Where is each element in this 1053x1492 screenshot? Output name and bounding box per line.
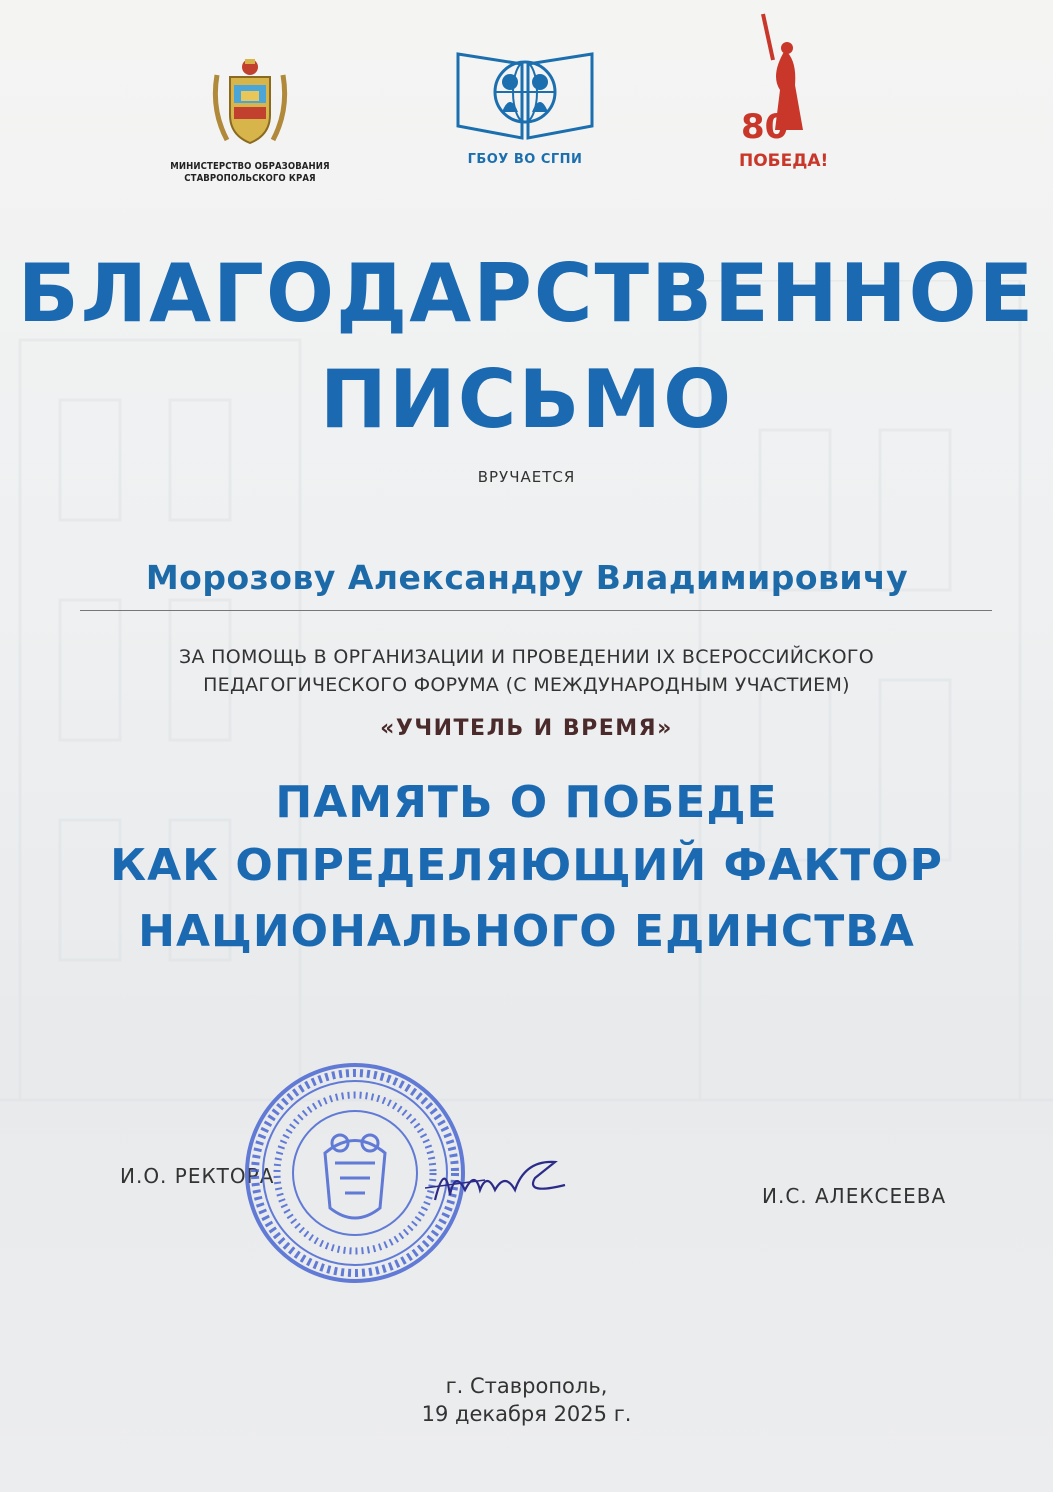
recipient-name: Морозову Александру Владимировичу bbox=[145, 558, 909, 597]
ministry-caption-line1: МИНИСТЕРСТВО ОБРАЗОВАНИЯ bbox=[170, 161, 330, 172]
ministry-logo bbox=[170, 55, 330, 185]
handwritten-signature bbox=[425, 1150, 575, 1210]
theme-line3: НАЦИОНАЛЬНОГО ЕДИНСТВА bbox=[138, 906, 915, 957]
reason-line2: ПЕДАГОГИЧЕСКОГО ФОРУМА (С МЕЖДУНАРОДНЫМ УЧАСТИЕМ) bbox=[203, 674, 850, 696]
sgpi-caption: ГБОУ ВО СГПИ bbox=[467, 152, 583, 167]
signer-name: И.С. АЛЕКСЕЕВА bbox=[762, 1184, 947, 1208]
victory-number: 80 bbox=[741, 107, 789, 147]
reason-line1: ЗА ПОМОЩЬ В ОРГАНИЗАЦИИ И ПРОВЕДЕНИИ IX ВСЕРОССИЙСКОГО bbox=[178, 646, 874, 668]
certificate-title-line1: БЛАГОДАРСТВЕННОЕ bbox=[17, 247, 1036, 340]
coat-of-arms-icon bbox=[205, 55, 295, 155]
certificate-title-line2: ПИСЬМО bbox=[319, 353, 734, 446]
ministry-caption-line2: СТАВРОПОЛЬСКОГО КРАЯ bbox=[184, 173, 316, 184]
open-book-globe-icon bbox=[450, 42, 600, 142]
theme-line1: ПАМЯТЬ О ПОБЕДЕ bbox=[275, 777, 778, 828]
issue-city: г. Ставрополь, bbox=[445, 1374, 608, 1398]
forum-name: «УЧИТЕЛЬ И ВРЕМЯ» bbox=[380, 716, 673, 741]
victory-word: ПОБЕДА! bbox=[739, 151, 829, 171]
theme-line2: КАК ОПРЕДЕЛЯЮЩИЙ ФАКТОР bbox=[110, 840, 943, 891]
recipient-underline bbox=[80, 610, 992, 611]
issue-date: 19 декабря 2025 г. bbox=[421, 1402, 632, 1426]
sgpi-logo bbox=[445, 42, 605, 167]
signatory-role: И.О. РЕКТОРА bbox=[120, 1164, 275, 1188]
motherland-statue-icon bbox=[725, 10, 835, 175]
presented-to-label: ВРУЧАЕТСЯ bbox=[477, 468, 576, 486]
victory-80-logo bbox=[725, 10, 835, 179]
